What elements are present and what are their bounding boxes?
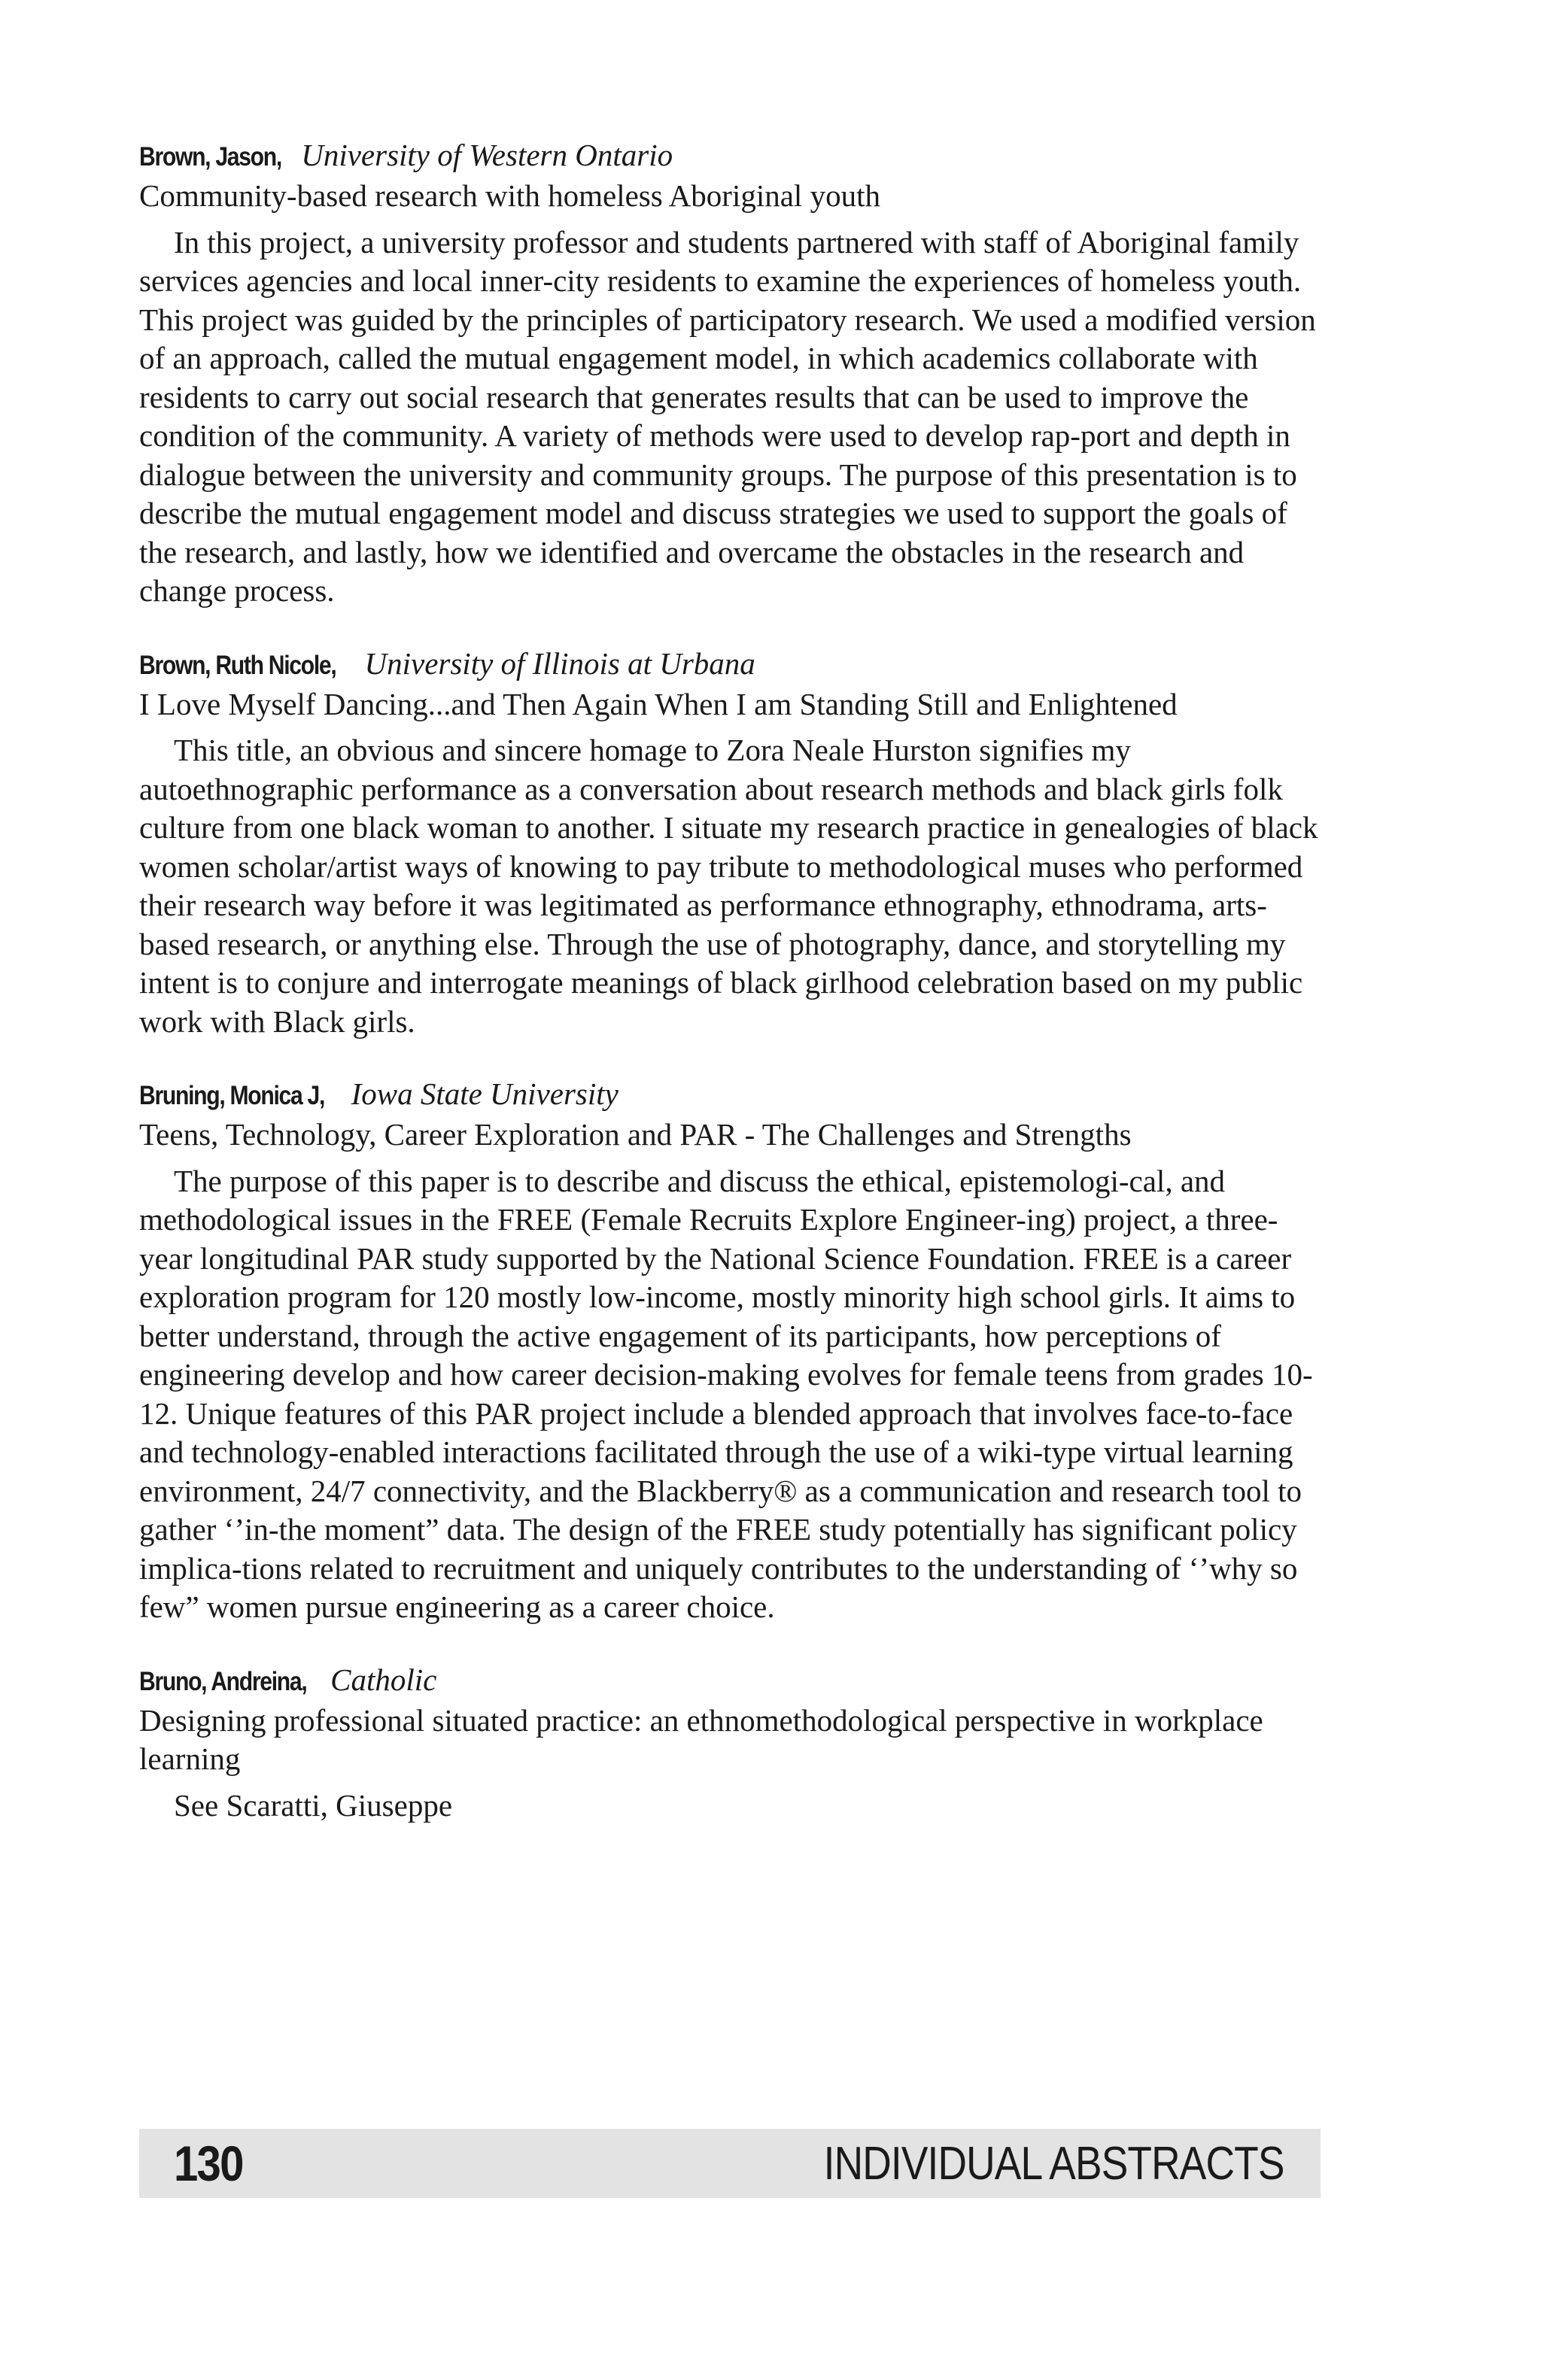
author-affiliation: University of Western Ontario (301, 138, 673, 172)
abstract-entry (139, 644, 1321, 1042)
author-name: Brown, Jason, (139, 142, 281, 172)
abstract-title: Designing professional situated practice: an ethnomethodological perspective in workplace learning (139, 1702, 1263, 1776)
author-affiliation: Iowa State University (351, 1076, 619, 1111)
abstract-title: Community-based research with homeless Aboriginal youth (139, 178, 880, 213)
abstract-entry (139, 1660, 1321, 1826)
author-line (139, 1660, 1321, 1702)
abstract-body: See Scaratti, Giuseppe (174, 1787, 453, 1823)
abstract-body: The purpose of this paper is to describe and discuss the ethical, epistemologi-cal, and methodological issues in the FREE (Female Recruits Explore Engineer-ing) project, a three-year longitudinal PAR study supported by the National Science Foundation. FREE is a career exploration program for 120 mostly low-income, mostly minority high school girls. It aims to better understand, through the active engagement of its participants, how perceptions of engineering develop and how career decision-making evolves for female teens from grades 10-12. Unique features of this PAR project include a blended approach that involves face-to-face and technology-enabled interactions facilitated through the use of a wiki-type virtual learning environment, 24/7 connectivity, and the Blackberry® as a communication and research tool to gather ‘’in-the moment” data. The design of the FREE study potentially has significant policy implica-tions related to recruitment and uniquely contributes to the understanding of ‘’why so few” women pursue engineering as a career choice. (139, 1163, 1313, 1624)
abstracts-page (139, 135, 1321, 1858)
author-line (139, 1074, 1321, 1116)
section-label: INDIVIDUAL ABSTRACTS (824, 2138, 1284, 2190)
abstract-title: I Love Myself Dancing...and Then Again When I am Standing Still and Enlightened (139, 686, 1178, 721)
page-footer (139, 2129, 1321, 2198)
abstract-body: In this project, a university professor and students partnered with staff of Aboriginal family services agencies and local inner-city residents to examine the experiences of homeless youth. This project was guided by the principles of participatory research. We used a modified version of an approach, called the mutual engagement model, in which academics collaborate with residents to carry out social research that generates results that can be used to improve the condition of the community. A variety of methods were used to develop rap-port and depth in dialogue between the university and community groups. The purpose of this presentation is to describe the mutual engagement model and discuss strategies we used to support the goals of the research, and lastly, how we identified and overcame the obstacles in the research and change process. (139, 224, 1316, 608)
author-name: Brown, Ruth Nicole, (139, 650, 336, 680)
abstract-entry (139, 1074, 1321, 1627)
author-affiliation: Catholic (330, 1662, 437, 1697)
abstract-title: Teens, Technology, Career Exploration and PAR - The Challenges and Strengths (139, 1117, 1132, 1152)
page-number: 130 (174, 2136, 243, 2191)
author-line (139, 644, 1321, 685)
abstract-body: This title, an obvious and sincere homage to Zora Neale Hurston signifies my autoethnographic performance as a conversation about research methods and black girls folk culture from one black woman to another. I situate my research practice in genealogies of black women scholar/artist ways of knowing to pay tribute to methodological muses who performed their research way before it was legitimated as performance ethnography, ethnodrama, arts-based research, or anything else. Through the use of photography, dance, and storytelling my intent is to conjure and interrogate meanings of black girlhood celebration based on my public work with Black girls. (139, 733, 1318, 1039)
abstract-entry (139, 135, 1321, 611)
author-name: Bruno, Andreina, (139, 1666, 307, 1696)
author-affiliation: University of Illinois at Urbana (364, 645, 755, 681)
author-line (139, 135, 1321, 177)
author-name: Bruning, Monica J, (139, 1081, 325, 1110)
